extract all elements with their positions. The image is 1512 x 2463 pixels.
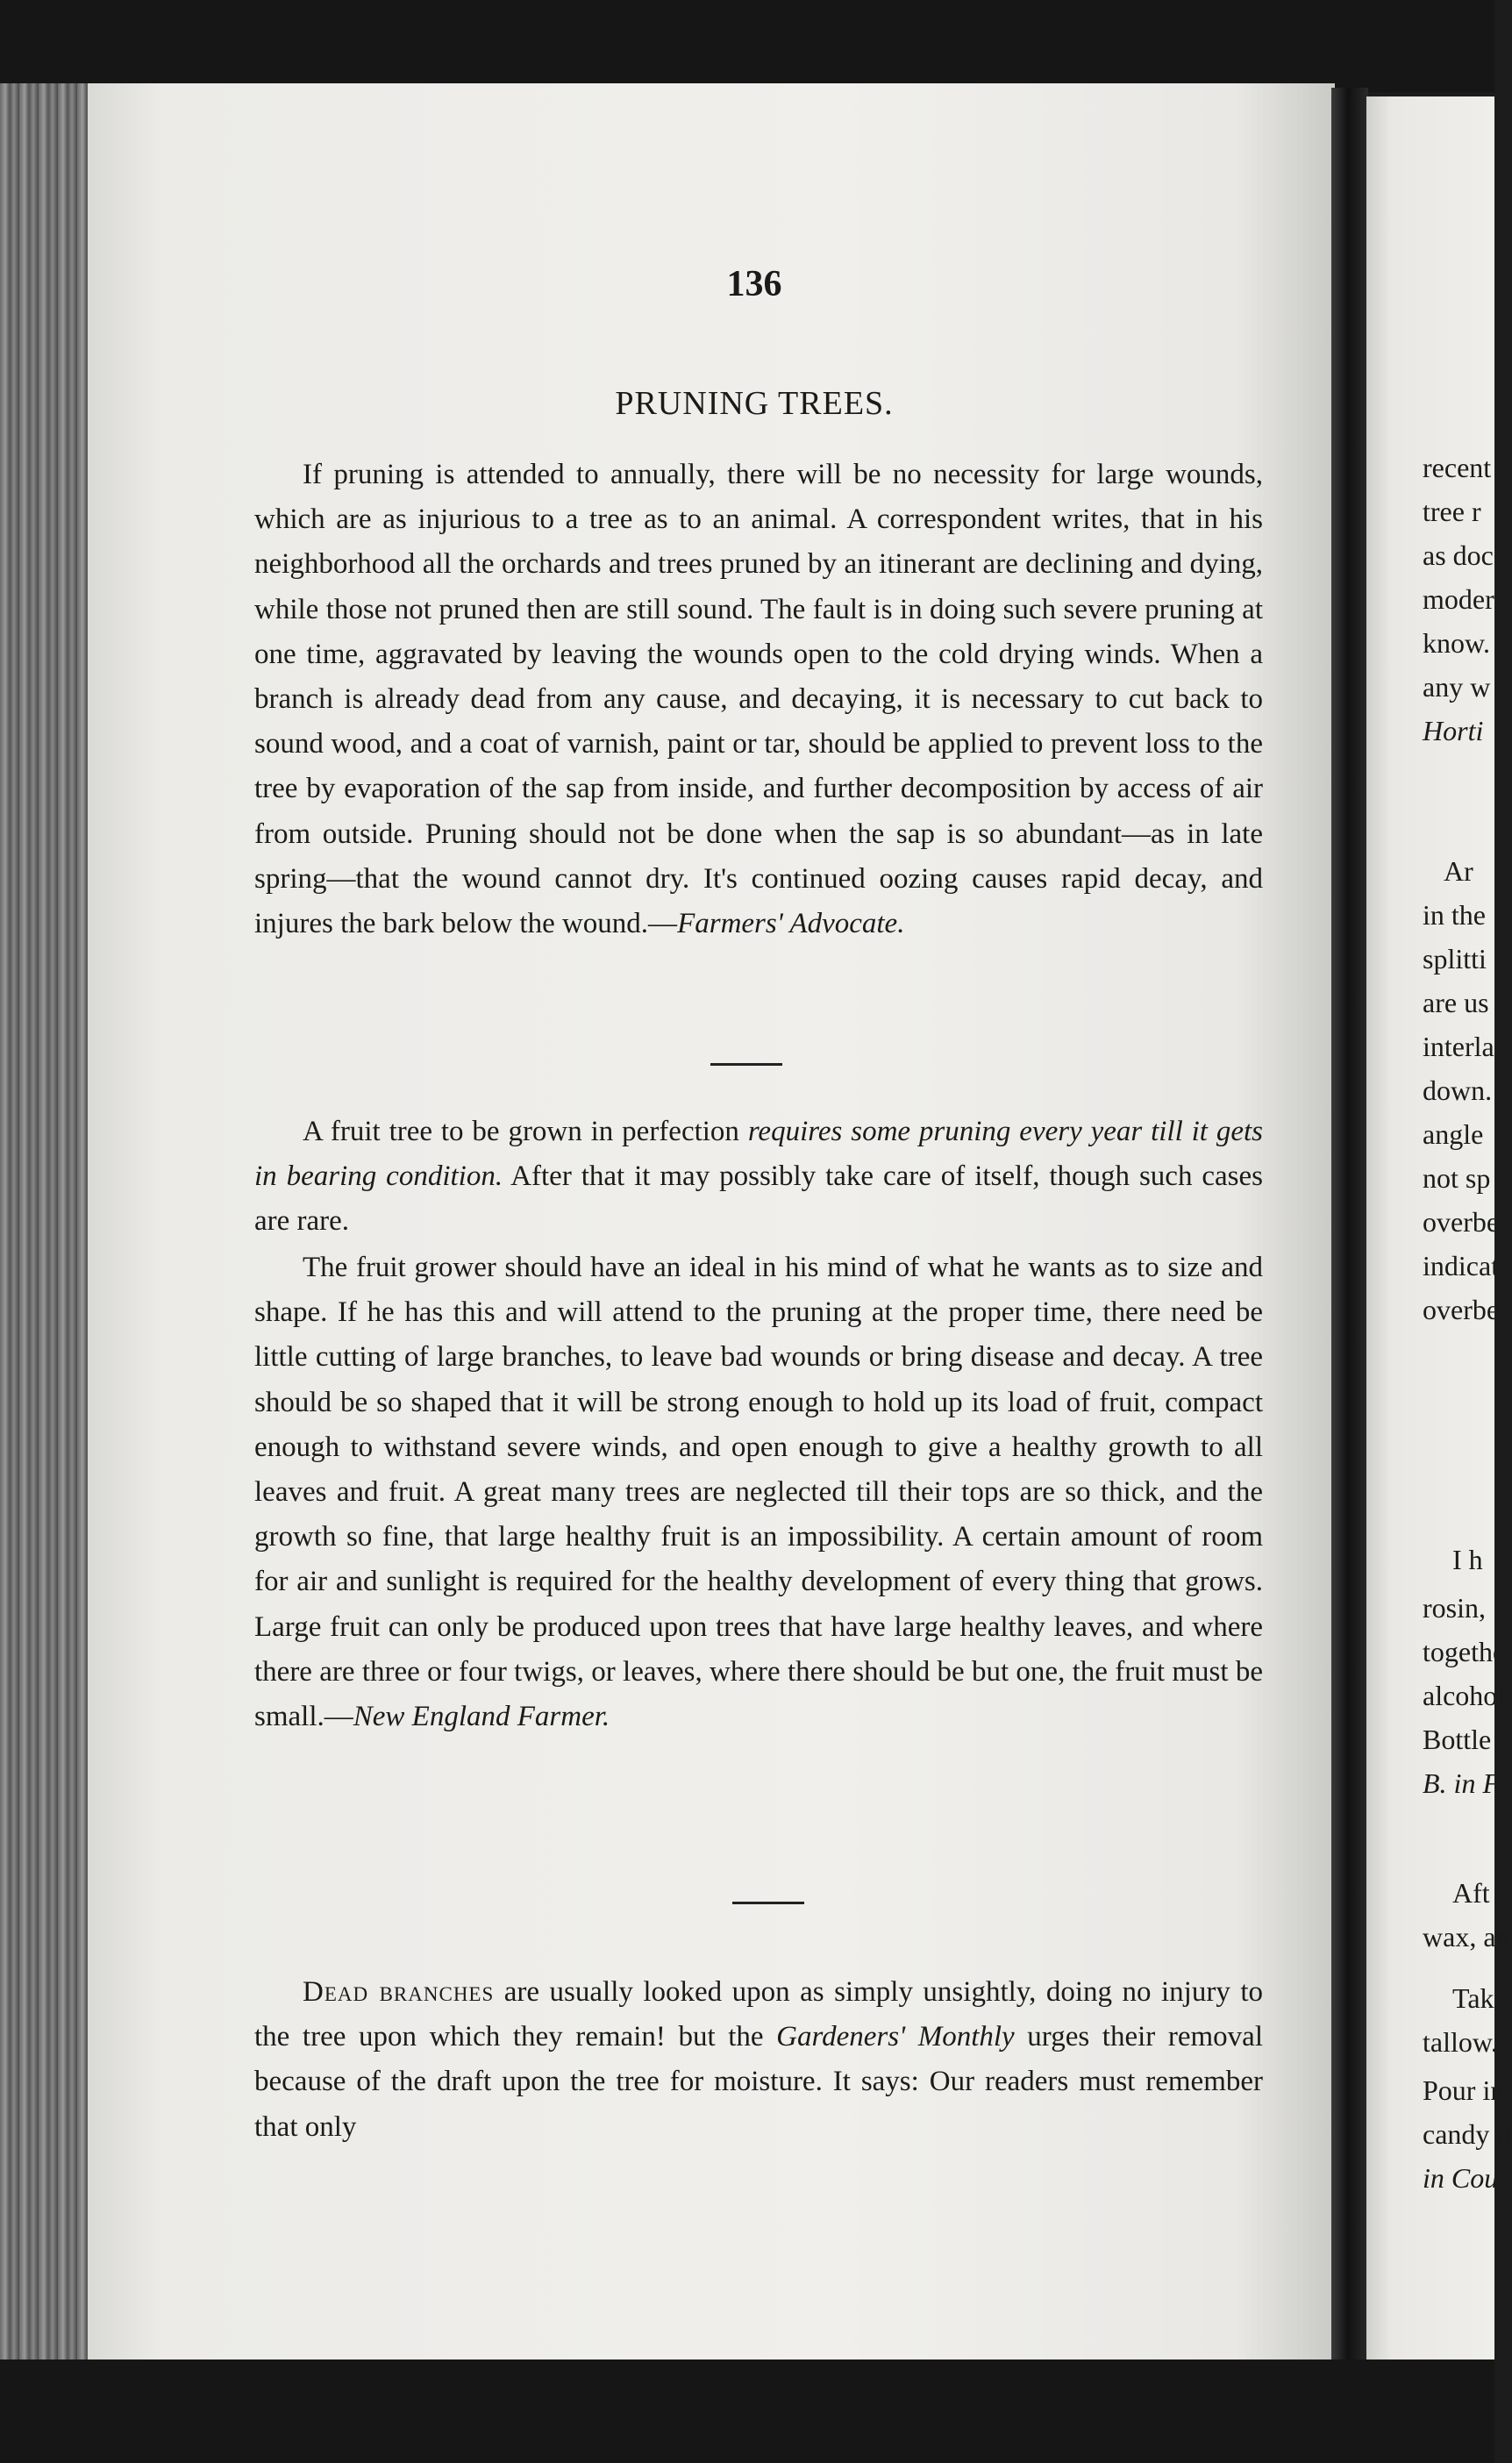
- section-divider: [732, 1902, 804, 1904]
- right-page-line: Aft: [1452, 1877, 1490, 1909]
- text-run: requires some pruning every year till it gets in bearing condition.: [254, 1116, 1264, 1193]
- text-run: Dead branches: [303, 1976, 495, 2008]
- right-page-line: Ar: [1444, 855, 1473, 887]
- right-page-line: not sp: [1423, 1162, 1491, 1194]
- paragraph-fruit-tree-perfection: [254, 1110, 1263, 1245]
- right-page-line: moder: [1423, 583, 1494, 615]
- right-page-line: Bottle: [1423, 1724, 1492, 1755]
- text-run: Farmers' Advocate.: [677, 908, 905, 940]
- right-page-line: togethe: [1423, 1636, 1506, 1667]
- text-run: If pruning is attended to annually, there will be no necessity for large wounds, which are as injurious to a tree as to an animal. A correspondent writes, that in his neighborhood all the orchards and trees pruned by an itinerant are declining and dying, while those not pruned then are still sound. The fault is in doing such severe pruning at one time, aggravated by leaving the wounds open to the cold drying winds. When a branch is already dead from any cause, and decaying, it is necessary to cut back to sound wood, and a coat of varnish, paint or tar, should be applied to prevent loss to the tree by evaporation of the sap from inside, and further decomposition by access of air from outside. Pruning should not be done when the sap is so abundant—as in late spring—that the wound cannot dry. It's continued oozing causes rapid decay, and injures the bark below the wound.—: [254, 459, 1263, 940]
- right-page-line: are us: [1423, 987, 1489, 1018]
- right-page-line: know.: [1423, 627, 1491, 659]
- right-page-line: interla: [1423, 1031, 1494, 1062]
- page-number: 136: [726, 264, 782, 304]
- right-page-line: candy u: [1423, 2118, 1511, 2150]
- right-page-line: Horti: [1423, 715, 1484, 746]
- right-page-line: recent: [1423, 452, 1492, 483]
- right-page-line: indicat: [1423, 1250, 1500, 1281]
- right-page-line: tallow.: [1423, 2026, 1498, 2058]
- text-run: Gardeners' Monthly: [776, 2021, 1015, 2053]
- paragraph-pruning-annually: [254, 453, 1263, 946]
- right-page-line: Tak: [1452, 1982, 1494, 2014]
- right-page-line: angle: [1423, 1118, 1484, 1150]
- right-page: [1366, 96, 1512, 2359]
- right-page-line: I h: [1452, 1544, 1483, 1575]
- paragraph-dead-branches: [254, 1970, 1263, 2150]
- right-page-line: down.: [1423, 1074, 1493, 1106]
- right-page-line: Pour in: [1423, 2074, 1505, 2106]
- book-binding: [0, 83, 95, 2359]
- right-page-line: overbe: [1423, 1294, 1500, 1325]
- text-run: New England Farmer.: [353, 1701, 610, 1733]
- right-page-line: B. in F: [1423, 1767, 1500, 1799]
- text-run: urges their removal because of the draft upon the tree for moisture. It says: Our readers must remember that only: [254, 2021, 1263, 2143]
- scan-background-top: [0, 0, 1494, 92]
- right-page-line: as doc: [1423, 539, 1494, 571]
- text-run: are usually looked upon as simply unsightly, doing no injury to the tree upon which they remain! but the: [254, 1976, 1263, 2053]
- text-run: A fruit tree to be grown in perfection: [303, 1116, 748, 1147]
- right-page-line: alcohol: [1423, 1680, 1506, 1711]
- right-page-line: overbe: [1423, 1206, 1500, 1238]
- right-page-line: tree r: [1423, 496, 1481, 527]
- right-page-line: any w: [1423, 671, 1491, 703]
- section-divider: [710, 1063, 782, 1066]
- book-gutter: [1331, 88, 1368, 2359]
- text-run: The fruit grower should have an ideal in his mind of what he wants as to size and shape. If he has this and will attend to the pruning at the proper time, there need be little cutting of large branches, to leave bad wounds or bring disease and decay. A tree should be so shaped that it will be strong enough to hold up its load of fruit, compact enough to withstand severe winds, and open enough to give a healthy growth to all leaves and fruit. A great many trees are neglected till their tops are so thick, and the growth so fine, that large healthy fruit is an impossibility. A certain amount of room for air and sunlight is required for the healthy development of every thing that grows. Large fruit can only be produced upon trees that have large healthy leaves, and where there are three or four twigs, or leaves, where there should be but one, the fruit must be small.—: [254, 1252, 1263, 1733]
- right-page-line: splitti: [1423, 943, 1487, 974]
- right-page-line: in Coun: [1423, 2162, 1512, 2194]
- right-page-line: in the: [1423, 899, 1486, 931]
- paragraph-fruit-grower-ideal: [254, 1246, 1263, 1739]
- text-run: After that it may possibly take care of itself, though such cases are rare.: [254, 1160, 1263, 1238]
- right-page-line: rosin,: [1423, 1592, 1486, 1624]
- scan-background-bottom: [0, 2359, 1494, 2463]
- right-page-text-fragments: [1366, 96, 1512, 2359]
- right-page-line: wax, an: [1423, 1921, 1510, 1953]
- article-title: PRUNING TREES.: [615, 385, 894, 422]
